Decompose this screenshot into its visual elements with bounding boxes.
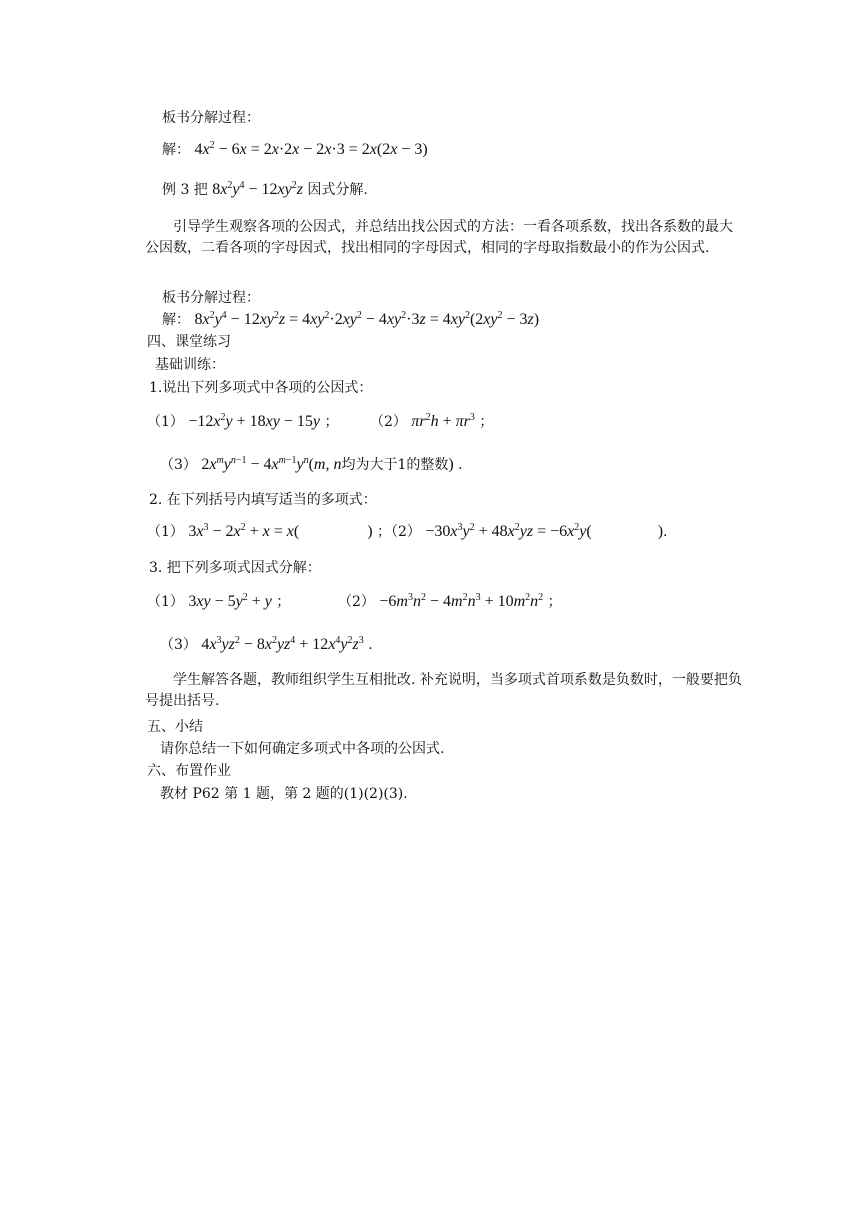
exercise-2-row: （1） $3x^3 - 2x^2 + x = x$( ) ；$(2) -30x^3y^2 + 48x^2yz = -6x^2y$( ). [147, 522, 668, 540]
math-expression: $3xy - 5y^2 + y$ [188, 592, 272, 610]
text-line: 基础训练： [155, 357, 225, 373]
item-label: ；（2） [377, 524, 421, 540]
item-label: （1） [147, 594, 184, 610]
exercise-2-title: 2. 在下列括号内填写适当的多项式： [149, 492, 377, 508]
exercise-3-row-1: （1） $3xy - 5y^2 + y$ ； [147, 592, 291, 610]
solution-line-1 [162, 140, 428, 160]
math-expression: $\pi r^2h + \pi r^3$ [411, 412, 475, 430]
exercise-3-row-1b: $(2) -6m^3n^2 - 4m^2n^3 + 10m^2n^2$ ； [338, 592, 562, 610]
text-line: 教材 P62 第 1 题，第 2 题的(1)(2)(3). [160, 786, 408, 802]
math-expression: $8x^2y^4 - 12xy^2z = 4xy^2\cdot 2xy^2 - 4xy^2\cdot 3z = 4xy^2(2xy^2 - 3z)$ [194, 310, 540, 328]
section-heading: 四、课堂练习 [147, 334, 231, 350]
text-line: 板书分解过程： [162, 110, 260, 126]
exercise-3-row-2: （3） $4x^3yz^2 - 8x^2yz^4 + 12x^4y^2z^3$ . [160, 635, 373, 653]
item-label: （3） [160, 457, 197, 473]
section-heading: 五、小结 [147, 719, 203, 735]
math-expression: $3x^3 - 2x^2 + x = x$( ) [188, 522, 373, 540]
math-expression: $4x^3yz^2 - 8x^2yz^4 + 12x^4y^2z^3$ [201, 635, 364, 653]
label: 例 3 把 [162, 182, 208, 198]
label: 解： [162, 312, 190, 328]
item-label: （2） [338, 594, 375, 610]
solution-line-2 [162, 310, 539, 330]
math-expression: $-30x^3y^2 + 48x^2yz = -6x^2y$( ) [425, 522, 664, 540]
item-label: （2） [370, 414, 407, 430]
label: 解： [162, 142, 190, 158]
paragraph-supplement: 学生解答各题，教师组织学生互相批改. 补充说明，当多项式首项系数是负数时，一般要把负号提出括号. [145, 672, 742, 709]
exercise-1-row-1: $(1) -12x^2y + 18xy - 15y$ ； [147, 412, 339, 430]
text-line: 请你总结一下如何确定多项式中各项的公因式. [160, 741, 445, 757]
item-label: （1） [147, 414, 184, 430]
math-expression: $4x^2 - 6x = 2x\cdot 2x - 2x\cdot 3 = 2x(2x - 3)$ [194, 140, 428, 158]
exercise-1-row-2: （3） $2x^my^{n-1} - 4x^{m-1}y^n(m$, n均为大于1的整数) . [160, 455, 463, 473]
paragraph-method: 引导学生观察各项的公因式，并总结出找公因式的方法：一看各项系数，找出各系数的最大公因数，二看各项的字母因式，找出相同的字母因式，相同的字母取指数最小的作为公因式. [145, 219, 733, 256]
item-label: （1） [147, 524, 184, 540]
exercise-3-title: 3. 把下列多项式因式分解： [149, 560, 321, 576]
example-3 [162, 180, 368, 200]
item-label: （3） [160, 637, 197, 653]
exercise-1-title: 1.说出下列多项式中各项的公因式： [149, 380, 373, 396]
math-expression: $8x^2y^4 - 12xy^2z$ [212, 180, 303, 198]
label: 因式分解. [307, 182, 368, 198]
exercise-1-row-1b: （2） $\pi r^2h + \pi r^3$ ； [370, 412, 494, 430]
text-line: 板书分解过程： [162, 290, 260, 306]
section-heading: 六、布置作业 [147, 763, 231, 779]
math-expression: $-6m^3n^2 - 4m^2n^3 + 10m^2n^2$ [379, 592, 544, 610]
math-expression: $-12x^2y + 18xy - 15y$ [188, 412, 320, 430]
math-expression: $2x^my^{n-1} - 4x^{m-1}y^n(m$, n [201, 455, 342, 473]
note: 均为大于1的整数 [341, 457, 449, 473]
